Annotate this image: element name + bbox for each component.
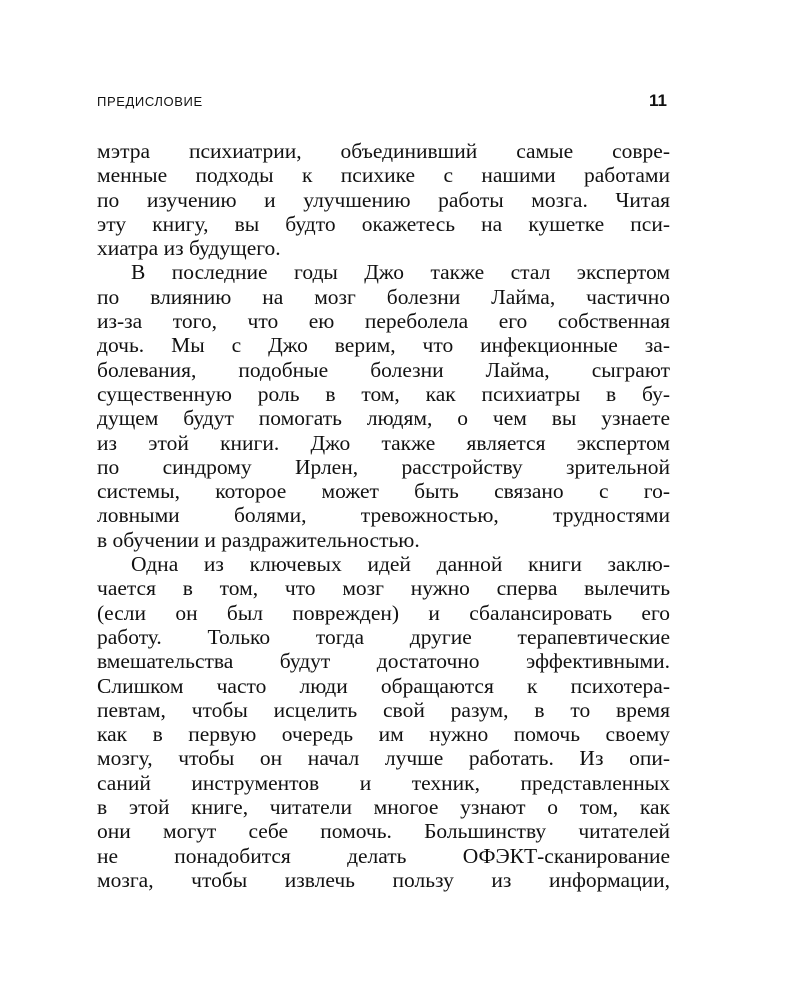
text-line: они могут себе помочь. Большинству читателей (97, 819, 670, 844)
body-text (97, 139, 670, 892)
text-line: по влиянию на мозг болезни Лайма, частично (97, 284, 670, 309)
text-line: в обучении и раздражительностью. (97, 527, 420, 552)
text-line: существенную роль в том, как психиатры в бу- (97, 381, 670, 406)
text-line: мэтра психиатрии, объединивший самые совре- (97, 139, 670, 163)
text-line: чается в том, что мозг нужно сперва вылечить (97, 576, 670, 601)
text-line: системы, которое может быть связано с го- (97, 479, 670, 504)
text-line: по изучению и улучшению работы мозга. Читая (97, 187, 670, 212)
text-line: как в первую очередь им нужно помочь своему (97, 722, 670, 747)
running-title: ПРЕДИСЛОВИЕ (97, 94, 203, 109)
page-number: 11 (649, 91, 667, 110)
text-line: ловными болями, тревожностью, трудностями (97, 503, 670, 528)
text-line: мозга, чтобы извлечь пользу из информации, (97, 867, 670, 892)
text-line: Слишком часто люди обращаются к психотера- (97, 673, 670, 698)
text-line: хиатра из будущего. (97, 236, 281, 261)
text-line: из этой книги. Джо также является экспертом (97, 430, 670, 455)
text-line: работу. Только тогда другие терапевтические (97, 624, 670, 649)
text-line: дущем будут помогать людям, о чем вы узнаете (97, 406, 670, 431)
text-line: мозгу, чтобы он начал лучше работать. Из опи- (97, 746, 670, 771)
text-line: эту книгу, вы будто окажетесь на кушетке пси- (97, 211, 670, 236)
text-line: не понадобится делать ОФЭКТ-сканирование (97, 843, 670, 868)
text-line: В последние годы Джо также стал экспертом (131, 260, 670, 285)
text-line: певтам, чтобы исцелить свой разум, в то время (97, 697, 670, 722)
text-line: Одна из ключевых идей данной книги заклю- (131, 552, 670, 577)
text-line: болевания, подобные болезни Лайма, сыграют (97, 357, 670, 382)
text-line: менные подходы к психике с нашими работами (97, 163, 670, 188)
text-line: дочь. Мы с Джо верим, что инфекционные за- (97, 333, 670, 358)
text-line: по синдрому Ирлен, расстройству зрительной (97, 454, 670, 479)
text-line: из-за того, что ею переболела его собственная (97, 309, 670, 334)
text-line: вмешательства будут достаточно эффективными. (97, 649, 670, 674)
text-line: саний инструментов и техник, представленных (97, 770, 670, 795)
text-line: в этой книге, читатели многое узнают о том, как (97, 795, 670, 820)
text-line: (если он был поврежден) и сбалансировать его (97, 600, 670, 625)
